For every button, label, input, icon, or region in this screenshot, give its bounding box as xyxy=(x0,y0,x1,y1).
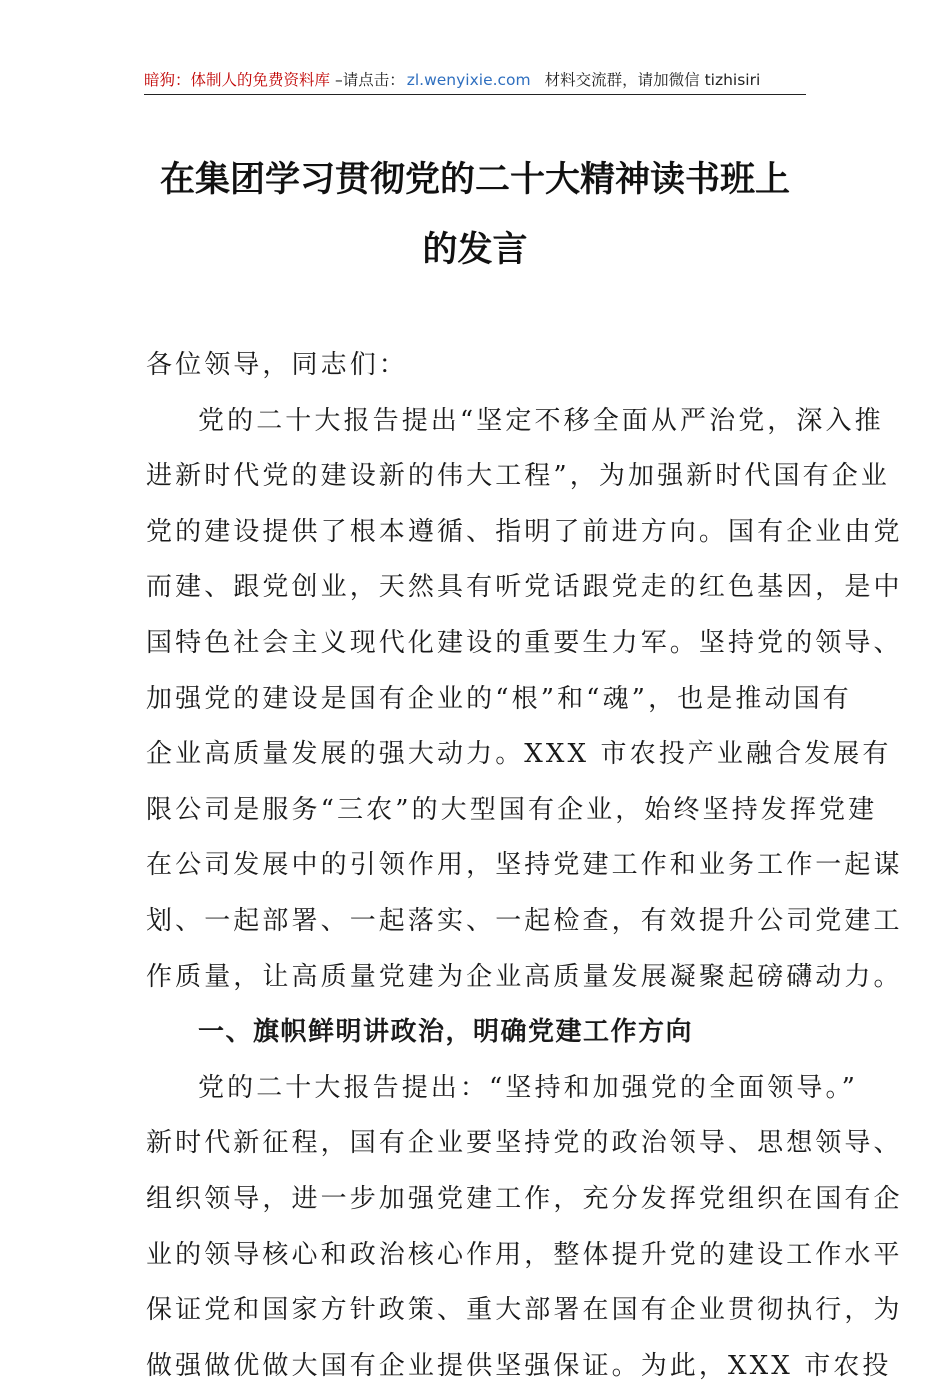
paragraph-line: 新时代新征程，国有企业要坚持党的政治领导、思想领导、 xyxy=(146,1128,903,1159)
paragraph-line: 划、一起部署、一起落实、一起检查，有效提升公司党建工 xyxy=(146,905,903,936)
header-group-text: 材料交流群，请加微信 tizhisiri xyxy=(544,71,761,89)
section-heading: 一、旗帜鲜明讲政治，明确党建工作方向 xyxy=(198,1017,694,1048)
paragraph-line: 国特色社会主义现代化建设的重要生力军。坚持党的领导、 xyxy=(146,627,903,658)
paragraph-line: 加强党的建设是国有企业的“根”和“魂”，也是推动国有 xyxy=(146,683,852,714)
paragraph-line: 在公司发展中的引领作用，坚持党建工作和业务工作一起谋 xyxy=(146,850,903,881)
paragraph-line: 党的二十大报告提出：“坚持和加强党的全面领导。” xyxy=(198,1072,858,1103)
paragraph-line: 保证党和国家方针政策、重大部署在国有企业贯彻执行，为 xyxy=(146,1295,903,1326)
header-link[interactable]: zl.wenyixie.com xyxy=(406,71,531,89)
paragraph-line: 进新时代党的建设新的伟大工程”，为加强新时代国有企业 xyxy=(146,461,890,492)
paragraph-line: 组织领导，进一步加强党建工作，充分发挥党组织在国有企 xyxy=(146,1183,903,1214)
paragraph-line: 做强做优做大国有企业提供坚强保证。为此，XXX 市农投 xyxy=(146,1350,892,1381)
paragraph-line: 限公司是服务“三农”的大型国有企业，始终坚持发挥党建 xyxy=(146,794,878,825)
document-body xyxy=(146,338,903,1394)
paragraph-line: 业的领导核心和政治核心作用，整体提升党的建设工作水平 xyxy=(146,1239,903,1270)
header-brand-text: 暗狗：体制人的免费资料库 xyxy=(144,71,331,89)
document-title-line-1: 在集团学习贯彻党的二十大精神读书班上 xyxy=(159,159,790,200)
salutation: 各位领导，同志们： xyxy=(146,350,408,380)
page-header xyxy=(144,66,806,95)
document-title-line-2: 的发言 xyxy=(422,229,528,270)
paragraph-line: 作质量，让高质量党建为企业高质量发展凝聚起磅礴动力。 xyxy=(146,961,903,992)
header-prompt-text: –请点击： xyxy=(330,71,405,89)
paragraph-line: 党的二十大报告提出“坚定不移全面从严治党，深入推 xyxy=(198,405,884,436)
paragraph-line: 而建、跟党创业，天然具有听党话跟党走的红色基因，是中 xyxy=(146,572,903,603)
paragraph-line: 企业高质量发展的强大动力。XXX 市农投产业融合发展有 xyxy=(146,739,892,770)
paragraph-line: 党的建设提供了根本遵循、指明了前进方向。国有企业由党 xyxy=(146,516,903,547)
